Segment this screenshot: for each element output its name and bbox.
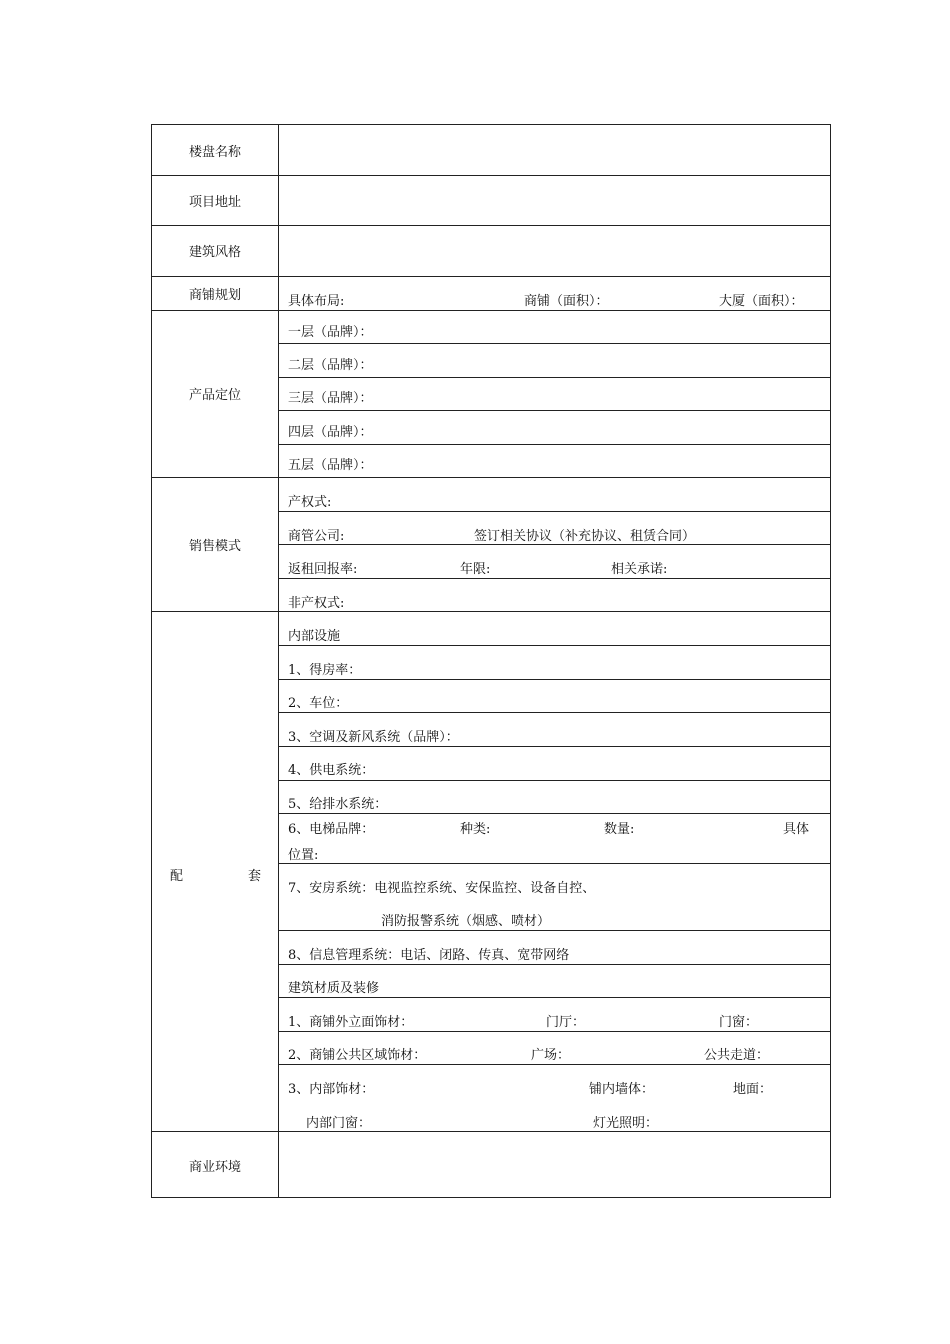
security-system-field: 7、安房系统：电视监控系统、安保监控、设备自控、 [288,881,596,896]
elevator-brand-field: 6、电梯品牌： [288,822,375,837]
lighting-field: 灯光照明： [593,1116,659,1131]
cell-divider [278,863,830,864]
column-divider [278,125,279,1197]
property-right-field: 产权式: [288,495,332,510]
cell-divider [278,712,830,713]
cell-divider [278,377,830,378]
info-system-field: 8、信息管理系统：电话、闭路、传真、宽带网络 [288,948,570,963]
cell-divider [278,444,830,445]
elevator-type-field: 种类: [460,822,491,837]
floor-2-field: 二层（品牌）： [288,358,373,373]
public-area-field: 2、商铺公共区域饰材： [288,1048,427,1063]
inner-doors-field: 内部门窗： [306,1116,372,1131]
cell-divider [278,544,830,545]
lobby-field: 门厅： [546,1015,586,1030]
plaza-field: 广场： [531,1048,571,1063]
cell-divider [278,1031,830,1032]
floor-3-field: 三层（品牌）： [288,391,373,406]
security-system-continued: 消防报警系统（烟感、喷材） [381,914,551,929]
layout-field: 具体布局: [288,294,345,309]
years-field: 年限: [460,562,491,577]
non-property-field: 非产权式: [288,596,345,611]
interior-finish-field: 3、内部饰材： [288,1082,375,1097]
cell-divider [278,930,830,931]
property-survey-form [151,124,831,1198]
internal-facilities-heading: 内部设施 [288,629,341,644]
cell-divider [278,578,830,579]
facade-field: 1、商铺外立面饰材： [288,1015,414,1030]
power-system-field: 4、供电系统： [288,763,375,778]
style-label: 建筑风格 [188,245,241,260]
floor-finish-field: 地面： [733,1082,773,1097]
cell-divider [278,997,830,998]
elevator-position-text: 具体 [783,822,810,837]
elevator-position-field: 位置: [288,848,319,863]
shop-wall-field: 铺内墙体： [589,1082,655,1097]
sales-mode-label: 销售模式 [188,538,241,554]
occupancy-rate-field: 1、得房率： [288,663,362,678]
cell-divider [278,1064,830,1065]
water-system-field: 5、给排水系统： [288,797,388,812]
building-area-field: 大厦（面积）： [719,294,804,309]
cell-divider [278,511,830,512]
cell-divider [278,679,830,680]
return-rate-field: 返租回报率: [288,562,358,577]
cell-divider [278,410,830,411]
parking-field: 2、车位： [288,696,349,711]
floor-5-field: 五层（品牌）： [288,458,373,473]
shop-planning-label: 商铺规划 [188,287,241,303]
elevator-quantity-field: 数量: [604,822,635,837]
facilities-label-char-2: 套 [248,869,262,884]
materials-heading: 建筑材质及装修 [288,981,380,996]
row-divider [152,611,830,612]
corridor-field: 公共走道： [704,1048,770,1063]
cell-divider [278,746,830,747]
doors-windows-field: 门窗： [719,1015,759,1030]
cell-divider [278,813,830,814]
positioning-label: 产品定位 [188,388,241,403]
hvac-field: 3、空调及新风系统（品牌）： [288,730,459,745]
promise-field: 相关承诺: [611,562,668,577]
cell-divider [278,645,830,646]
environment-label: 商业环境 [188,1159,241,1175]
cell-divider [278,964,830,965]
agreement-text: 签订相关协议（补充协议、租赁合同） [474,529,696,544]
cell-divider [278,343,830,344]
cell-divider [278,780,830,781]
shop-area-field: 商铺（面积）： [524,294,609,309]
project-name-label: 楼盘名称 [188,144,241,160]
floor-1-field: 一层（品牌）： [288,325,373,340]
facilities-label-char-1: 配 [170,869,184,884]
floor-4-field: 四层（品牌）： [288,425,373,440]
mgmt-company-field: 商管公司: [288,529,345,544]
address-label: 项目地址 [188,194,241,210]
